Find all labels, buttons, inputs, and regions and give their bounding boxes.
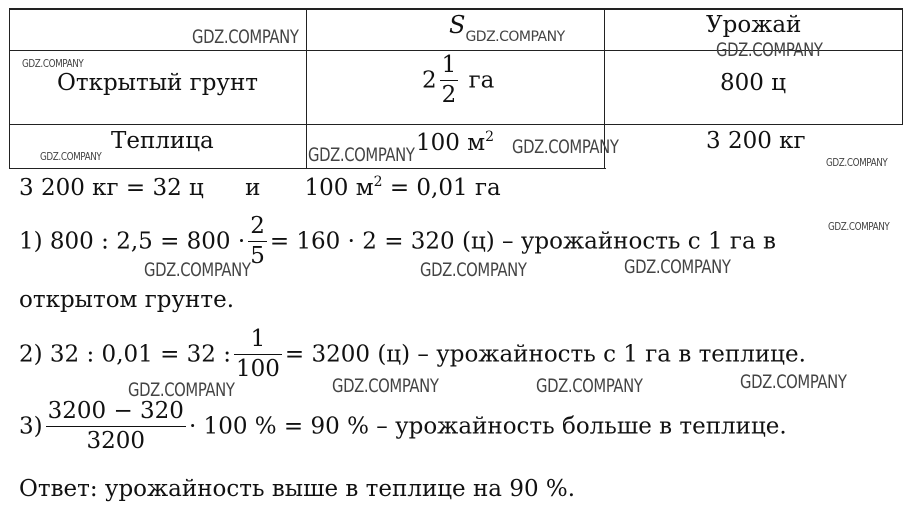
step2-line: 2) 32 : 0,01 = 32 : $\frac{1}{100}$ = 3200 (ц) – урожайность с 1 га в теплице. — [19, 326, 806, 382]
watermark: GDZ.COMPANY — [716, 39, 823, 61]
watermark: GDZ.COMPANY — [740, 371, 847, 393]
step1-line: 1) 800 : 2,5 = 800 · $\frac{2}{5}$ = 160 · 2 = 320 (ц) – урожайность с 1 га в — [19, 213, 776, 269]
watermark: GDZ.COMPANY — [128, 379, 235, 401]
step1-fraction: $\frac{2}{5}$ — [250, 213, 265, 269]
conversion-line: 3 200 кг = 32 ц и 100 $м^2 = 0,01$ га — [19, 174, 501, 201]
watermark: GDZ.COMPANY — [192, 26, 299, 48]
watermark: GDZ.COMPANY — [536, 375, 643, 397]
watermark: GDZ.COMPANY — [512, 136, 619, 158]
table-col-divider-1 — [306, 8, 307, 169]
watermark: GDZ.COMPANY — [40, 150, 102, 163]
watermark: GDZ.COMPANY — [332, 375, 439, 397]
row2-label: Теплица — [111, 128, 214, 154]
row1-label: Открытый грунт — [57, 70, 259, 96]
header-area-symbol: SGDZ.COMPANY — [449, 11, 565, 45]
table-right-border — [902, 8, 903, 125]
watermark: GDZ.COMPANY — [22, 57, 84, 70]
table-row-divider — [9, 124, 902, 125]
watermark: GDZ.COMPANY — [624, 256, 731, 278]
table-top-border — [9, 8, 902, 10]
watermark: GDZ.COMPANY — [826, 156, 888, 169]
step1-continuation: открытом грунте. — [19, 287, 235, 313]
row1-area-fraction: $\frac{1}{2}$ — [441, 52, 457, 108]
row1-harvest: 800 ц — [720, 70, 787, 96]
row2-harvest: 3 200 кг — [706, 128, 806, 154]
watermark: GDZ.COMPANY — [308, 144, 415, 166]
step3-line: 3) $\frac{3200 - 320}{3200}$ · 100 % = 90 % – урожайность больше в теплице. — [19, 398, 787, 454]
header-area-subscript: GDZ.COMPANY — [465, 29, 565, 45]
row2-area: 100 $м^2$ — [416, 129, 495, 156]
step3-fraction: $\frac{3200 - 320}{3200}$ — [47, 398, 184, 454]
watermark: GDZ.COMPANY — [420, 259, 527, 281]
table-bottom-border — [9, 168, 606, 169]
answer-line: Ответ: урожайность выше в теплице на 90 %. — [19, 476, 576, 502]
step2-fraction: $\frac{1}{100}$ — [236, 326, 280, 382]
table-left-border — [9, 8, 10, 169]
row1-area: 2 $\frac{1}{2}$ га — [422, 52, 495, 108]
header-harvest: Урожай — [706, 12, 802, 38]
watermark: GDZ.COMPANY — [828, 220, 890, 233]
watermark: GDZ.COMPANY — [144, 259, 251, 281]
